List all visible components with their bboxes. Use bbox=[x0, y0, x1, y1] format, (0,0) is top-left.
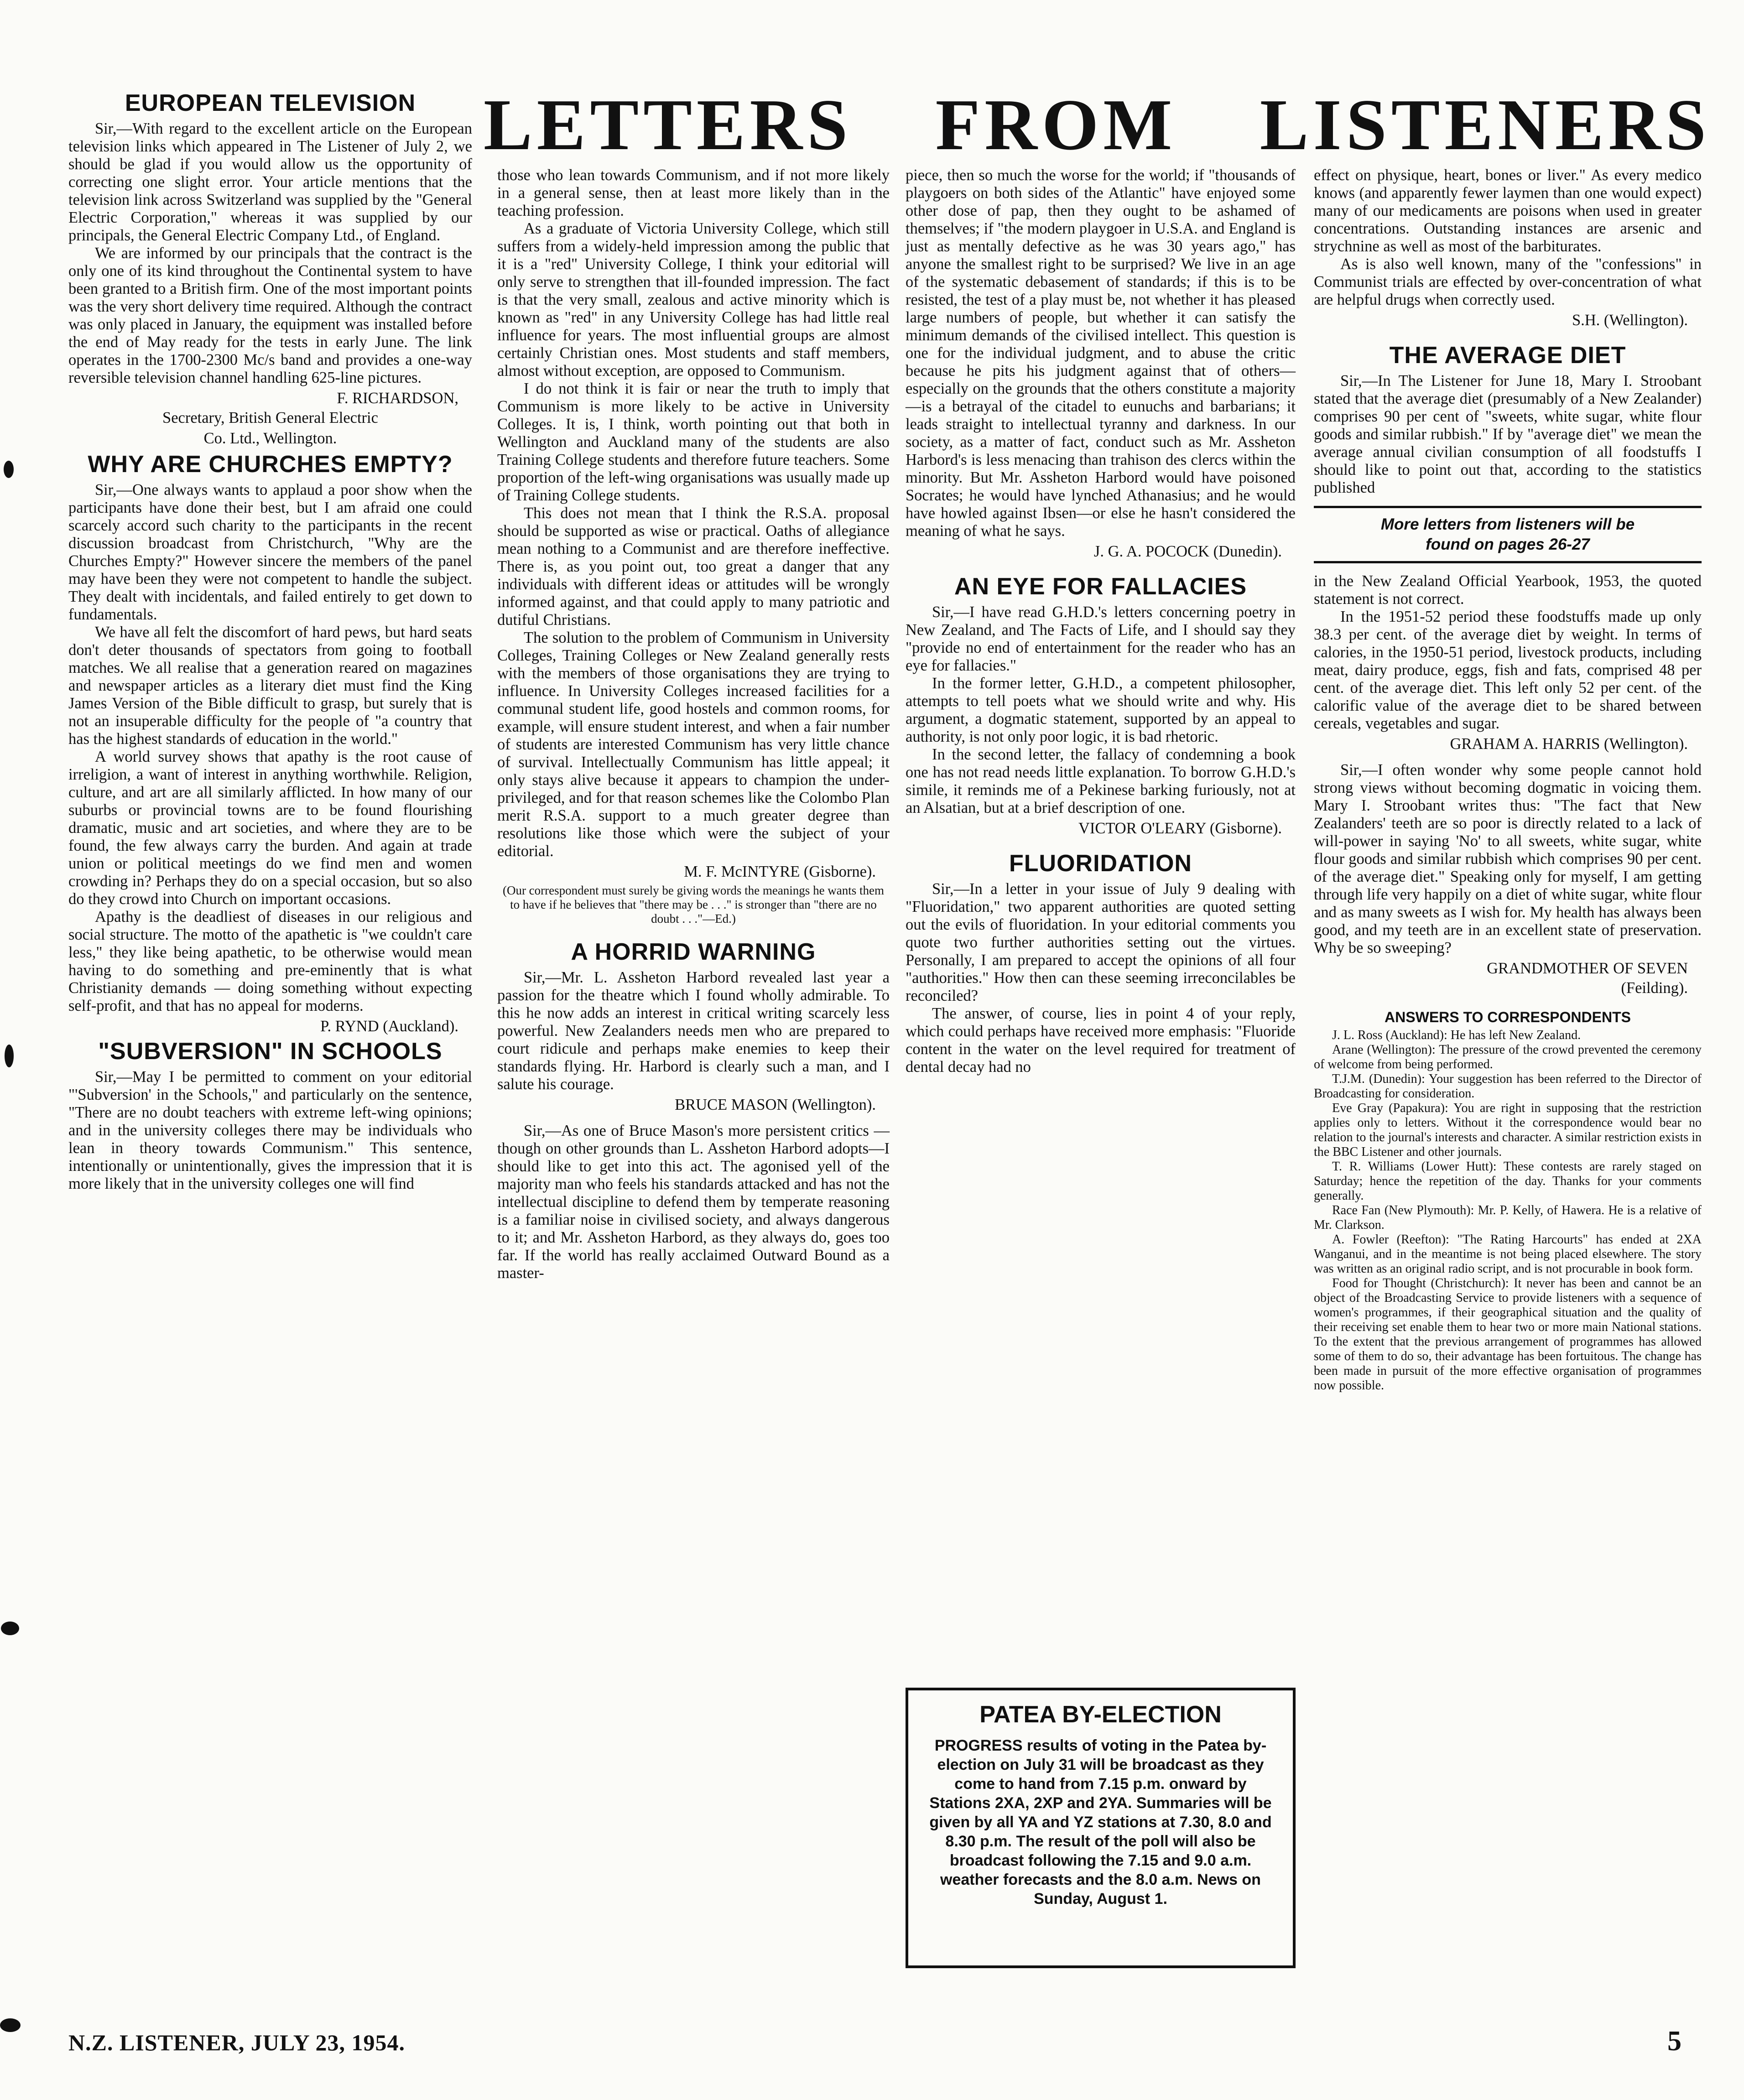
column-2 bbox=[497, 166, 890, 1282]
notice-title: PATEA BY-ELECTION bbox=[979, 1701, 1222, 1728]
answer-item: Arane (Wellington): The pressure of the crowd prevented the ceremony of welcome from being performed. bbox=[1314, 1043, 1702, 1071]
answer-item: T. R. Williams (Lower Hutt): These contests are rarely staged on Saturday; hence the repetition of the day. Thanks for your comments generally. bbox=[1314, 1159, 1702, 1203]
masthead bbox=[484, 84, 1711, 165]
letter-signature: GRANDMOTHER OF SEVEN bbox=[1487, 960, 1688, 977]
letter-paragraph: The answer, of course, lies in point 4 of your reply, which could perhaps have received more emphasis: "Fluoride content in the water on the level required for treatment of dental decay had no bbox=[906, 1005, 1296, 1076]
letter-paragraph: As a graduate of Victoria University College, which still suffers from a widely-held impression among the public that it is a "red" University College, I think your editorial will only serve to strengthen that ill-founded impression. The fact is that the very small, zealous and active minority which is known as "red" in any University College has had little real influence for years. The most influential groups are almost certainly Christian ones. Most students and staff members, almost without exception, are opposed to Communism. bbox=[497, 220, 890, 379]
letter-paragraph: Sir,—In a letter in your issue of July 9 dealing with "Fluoridation," two apparent authorities are quoted setting out the evils of fluoridation. In your editorial comments you quote two further authorities setting out the virtues. Personally, I am prepared to accept the opinions of all four "authorities." How then can these seeming irreconcilables be reconciled? bbox=[906, 880, 1296, 1004]
letter-heading-subversion: "SUBVERSION" IN SCHOOLS bbox=[98, 1038, 443, 1065]
signature-line: Co. Ltd., Wellington. bbox=[203, 430, 337, 447]
patea-by-election-notice bbox=[906, 1688, 1296, 1968]
answer-item: Race Fan (New Plymouth): Mr. P. Kelly, of Hawera. He is a relative of Mr. Clarkson. bbox=[1314, 1203, 1702, 1232]
letter-signature: BRUCE MASON (Wellington). bbox=[675, 1096, 876, 1113]
answers-to-correspondents bbox=[1314, 1008, 1702, 1393]
scan-mark bbox=[0, 2018, 21, 2032]
editor-note: (Our correspondent must surely be giving words the meanings he wants them to have if he believes that "there may be . . ." is stronger than "there are no doubt . . ."—Ed.) bbox=[502, 884, 885, 925]
letter-paragraph: Sir,—One always wants to applaud a poor show when the participants have done their best, but I am afraid one could scarcely accord such charity to the participants in the recent discussion broadcast from Christchurch, "Why are the Churches Empty?" However sincere the members of the panel may have been they were not competent to handle the subject. They dealt with incidentals, and failed entirely to get down to fundamentals. bbox=[68, 481, 472, 623]
column-1 bbox=[68, 89, 472, 1193]
publication-footer: N.Z. LISTENER, JULY 23, 1954. bbox=[68, 2030, 405, 2055]
column-4 bbox=[1314, 166, 1702, 1393]
letter-signature: S.H. (Wellington). bbox=[1572, 312, 1688, 329]
letter-paragraph: In the second letter, the fallacy of condemning a book one has not read needs little explanation. To borrow G.H.D.'s simile, it reminds me of a Pekinese barking furiously, not at an Alsatian, but at a brief description of one. bbox=[906, 746, 1296, 816]
letter-signature: F. RICHARDSON, bbox=[337, 390, 458, 407]
letter-paragraph: In the 1951-52 period these foodstuffs made up only 38.3 per cent. of the average diet by weight. In terms of calories, in the 1950-51 period, livestock products, including meat, dairy produce, eggs, fish and fats, comprised 48 per cent. of the average diet. This left only 52 per cent. of the calorific value of the average diet to be shared between cereals, vegetables and sugar. bbox=[1314, 608, 1702, 732]
letter-signature: GRAHAM A. HARRIS (Wellington). bbox=[1450, 735, 1688, 753]
letter-heading-churches: WHY ARE CHURCHES EMPTY? bbox=[88, 451, 453, 478]
scan-mark bbox=[4, 461, 14, 478]
letter-paragraph: Apathy is the deadliest of diseases in our religious and social structure. The motto of the apathetic is "we couldn't care less," they like being apathetic, to be otherwise would mean having to do something and pre-eminently that is what Christianity demands — doing something without expecting self-profit, and that has no appeal for moderns. bbox=[68, 908, 472, 1014]
letter-signature: P. RYND (Auckland). bbox=[320, 1018, 458, 1035]
letter-paragraph: We are informed by our principals that the contract is the only one of its kind throughout the Continental system to have been granted to a British firm. One of the most important points was the very short delivery time required. Although the contract was only placed in January, the equipment was installed before the end of May ready for the tests in early June. The link operates in the 1700-2300 Mc/s band and provides a one-way reversible television channel handling 625-line pictures. bbox=[68, 244, 472, 386]
letter-heading-fluoridation: FLUORIDATION bbox=[1009, 850, 1192, 877]
notice-line: found on pages 26-27 bbox=[1426, 535, 1590, 553]
letter-paragraph: Sir,—As one of Bruce Mason's more persistent critics — though on other grounds than L. Assheton Harbord adopts—I should like to get into this act. The agonised yell of the majority man who feels his standards attacked and has not the intellectual discipline to defend them by temperate reasoning is a familiar noise in civilised society, and always dangerous to it; and Mr. Assheton Harbord, as they always do, goes too far. If the world has really acclaimed Outward Bound as a master- bbox=[497, 1122, 890, 1282]
letter-paragraph: Sir,—May I be permitted to comment on your editorial "'Subversion' in the Schools," and particularly on the sentence, "There are no doubt teachers with extreme left-wing opinions; and in the university colleges there may be individuals who lean in theory towards Communism." This sentence, intentionally or unintentionally, gives the impression that it is more likely that in the university colleges one will find bbox=[68, 1068, 472, 1192]
answer-item: A. Fowler (Reefton): "The Rating Harcourts" has ended at 2XA Wanganui, and in the meantime is not being placed elsewhere. The story was written as an original radio script, and is not procurable in book form. bbox=[1314, 1232, 1702, 1276]
letter-signature: M. F. McINTYRE (Gisborne). bbox=[684, 863, 876, 880]
letter-paragraph: Sir,—Mr. L. Assheton Harbord revealed last year a passion for the theatre which I found wholly admirable. To this he now adds an interest in critical writing scarcely less powerful. New Zealanders needs men who are prepared to court ridicule and perhaps make enemies to keep their standards flying. Hr. Harbord is clearly such a man, and I salute his courage. bbox=[497, 969, 890, 1093]
masthead-word-2: FROM bbox=[935, 84, 1177, 165]
letter-paragraph: This does not mean that I think the R.S.A. proposal should be supported as wise or practical. Oaths of allegiance mean nothing to a Communist and are therefore ineffective. There is, as you point out, too great a danger that any individuals with different ideas or attitudes will be wrongly informed against, and that could apply to many patriotic and dutiful Christians. bbox=[497, 504, 890, 629]
signature-line: Secretary, British General Electric bbox=[162, 409, 378, 426]
notice-line: More letters from listeners will be bbox=[1380, 515, 1635, 533]
letter-heading-average-diet: THE AVERAGE DIET bbox=[1389, 342, 1626, 369]
letter-paragraph: Sir,—I often wonder why some people cannot hold strong views without becoming dogmatic in voicing them. Mary I. Stroobant writes thus: "The fact that New Zealanders' teeth are so poor is directly related to a lack of will-power in saying 'No' to all sweets, white sugar, white flour goods and similar rubbish which comprises 90 per cent. of the average diet." Speaking only for myself, I am getting through life very happily on a diet of white sugar, white flour and as many sweets as I wish for. My health has always been good, and my teeth are in an excellent state of preservation. Why be so sweeping? bbox=[1314, 761, 1702, 956]
letter-heading-fallacies: AN EYE FOR FALLACIES bbox=[954, 573, 1247, 600]
letter-paragraph: Sir,—I have read G.H.D.'s letters concerning poetry in New Zealand, and The Facts of Life, and I should say they "provide no end of entertainment for the reader who has an eye for fallacies." bbox=[906, 603, 1296, 674]
column-3 bbox=[906, 166, 1296, 1076]
answers-heading: ANSWERS TO CORRESPONDENTS bbox=[1385, 1009, 1631, 1025]
masthead-word-1: LETTERS bbox=[484, 84, 853, 165]
letter-heading-european-television: EUROPEAN TELEVISION bbox=[125, 90, 416, 116]
signature-line: (Feilding). bbox=[1621, 979, 1688, 997]
letter-heading-horrid-warning: A HORRID WARNING bbox=[571, 939, 816, 965]
masthead-word-3: LISTENERS bbox=[1260, 84, 1711, 165]
letter-signature: VICTOR O'LEARY (Gisborne). bbox=[1078, 820, 1282, 837]
letter-paragraph: The solution to the problem of Communism in University Colleges, Training Colleges or New Zealand generally rests with the members of those organisations they are trying to influence. In University Colleges increased facilities for a communal student life, good hostels and common rooms, for example, will ensure student interest, and when a fair number of students are interested Communism has very little chance of survival. Intellectually Communism has little appeal; it only stays alive because it appears to champion the under-privileged, and for that reason schemes like the Colombo Plan merit R.S.A. support to a much greater degree than resolutions like those which were the subject of your editorial. bbox=[497, 629, 890, 860]
answer-item: J. L. Ross (Auckland): He has left New Zealand. bbox=[1332, 1028, 1581, 1042]
letter-signature: J. G. A. POCOCK (Dunedin). bbox=[1093, 543, 1282, 560]
letter-paragraph: those who lean towards Communism, and if not more likely in a general sense, then at least more likely than in the teaching profession. bbox=[497, 166, 890, 219]
letter-paragraph: We have all felt the discomfort of hard pews, but hard seats don't deter thousands of spectators from going to football matches. We all realise that a generation reared on magazines and newspaper articles as a literary diet must find the King James Version of the Bible difficult to grasp, but surely that is not an insuperable difficulty for the people of "a country that has the highest standards of education in the world." bbox=[68, 624, 472, 748]
letter-paragraph: Sir,—In The Listener for June 18, Mary I. Stroobant stated that the average diet (presumably of a New Zealander) comprises 90 per cent of "sweets, white sugar, white flour goods and similar rubbish." If by "average diet" we mean the average annual civilian consumption of all foodstuffs I should like to point out that, according to the statistics published bbox=[1314, 372, 1702, 496]
letter-paragraph: In the former letter, G.H.D., a competent philosopher, attempts to tell poets what we should write and why. His argument, a dogmatic statement, supported by an appeal to authority, is not only poor logic, it is bad rhetoric. bbox=[906, 675, 1296, 745]
letter-paragraph: effect on physique, heart, bones or liver." As every medico knows (and apparently fewer laymen than one would expect) many of our medicaments are poisons when used in greater concentrations. Outstanding instances are arsenic and strychnine as well as most of the barbiturates. bbox=[1314, 166, 1702, 255]
letter-paragraph: Sir,—With regard to the excellent article on the European television links which appeared in The Listener of July 2, we should be glad if you would allow us the opportunity of correcting one slight error. Your article mentions that the television link across Switzerland was supplied by the "General Electric Corporation," whereas it was supplied by our principals, the General Electric Company Ltd., of England. bbox=[68, 120, 472, 244]
notice-body: PROGRESS results of voting in the Patea by-election on July 31 will be broadcast as they come to hand from 7.15 p.m. onward by Stations 2XA, 2XP and 2YA. Summaries will be given by all YA and YZ stations at 7.30, 8.0 and 8.30 p.m. The result of the poll will also be broadcast following the 7.15 and 9.0 a.m. weather forecasts and the 8.0 a.m. News on Sunday, August 1. bbox=[929, 1737, 1272, 1908]
more-letters-notice bbox=[1314, 506, 1702, 563]
scan-mark bbox=[5, 1045, 14, 1067]
page-number: 5 bbox=[1667, 2026, 1682, 2057]
scan-mark bbox=[1, 1622, 19, 1635]
letter-paragraph: A world survey shows that apathy is the root cause of irreligion, a want of interest in anything worthwhile. Religion, culture, and art are all similarly afflicted. In how many of our suburbs or provincial towns are to be found flourishing dramatic, music and art societies, and where they are to be found, the few always carry the burden. And again at trade union or political meetings do we find men and women crowding in? Perhaps they do on a special occasion, but so also do they crowd into Church on important occasions. bbox=[68, 748, 472, 908]
letter-paragraph: in the New Zealand Official Yearbook, 1953, the quoted statement is not correct. bbox=[1314, 572, 1702, 608]
letter-paragraph: piece, then so much the worse for the world; if "thousands of playgoers on both sides of the Atlantic" have enjoyed some other dose of pap, then they ought to be ashamed of themselves; if "the modern playgoer in U.S.A. and England is just as mentally defective as he was 30 years ago," has anyone the smallest right to be surprised? We live in an age of the systematic debasement of standards; if this is to be resisted, the test of a play must be, not whether it has pleased large numbers of people, but whether it can satisfy the minimum demands of the civilised intellect. This question is one for the individual judgment, and to abuse the critic because he pits his judgment against that of others—especially on the grounds that the others constitute a majority—is a betrayal of the citadel to eunuchs and barbarians; it leads straight to intellectual tyranny and darkness. In our society, as a matter of fact, conduct such as Mr. Assheton Harbord's is less menacing than trahison des clercs within the minority. But Mr. Assheton Harbord would have poisoned Socrates; he would have lynched Athanasius; and he would have howled against Ibsen—or else he hasn't considered the meaning of what he says. bbox=[906, 166, 1296, 540]
answer-item: Eve Gray (Papakura): You are right in supposing that the restriction applies only to letters. Without it the correspondence would bear no relation to the journal's interests and character. A similar restriction exists in the BBC Listener and other journals. bbox=[1314, 1101, 1702, 1159]
letter-paragraph: As is also well known, many of the "confessions" in Communist trials are effected by over-concentration of what are helpful drugs when correctly used. bbox=[1314, 255, 1702, 308]
answer-item: T.J.M. (Dunedin): Your suggestion has been referred to the Director of Broadcasting for consideration. bbox=[1314, 1072, 1702, 1101]
answer-item: Food for Thought (Christchurch): It never has been and cannot be an object of the Broadcasting Service to provide listeners with a sequence of women's programmes, if their geographical situation and the quality of their receiving set enable them to hear two or more main National stations. To the extent that the previous arrangement of programmes has allowed some of them to do so, their advantage has been fortuitous. The change has been made in pursuit of the more effective organisation of programmes now possible. bbox=[1314, 1276, 1702, 1393]
letter-paragraph: I do not think it is fair or near the truth to imply that Communism is more likely to be active in University Colleges. It is, I think, worth pointing out that both in Wellington and Auckland many of the students are also Training College students and therefore future teachers. Some proportion of the left-wing organisations was usually made up of Training College students. bbox=[497, 380, 890, 504]
